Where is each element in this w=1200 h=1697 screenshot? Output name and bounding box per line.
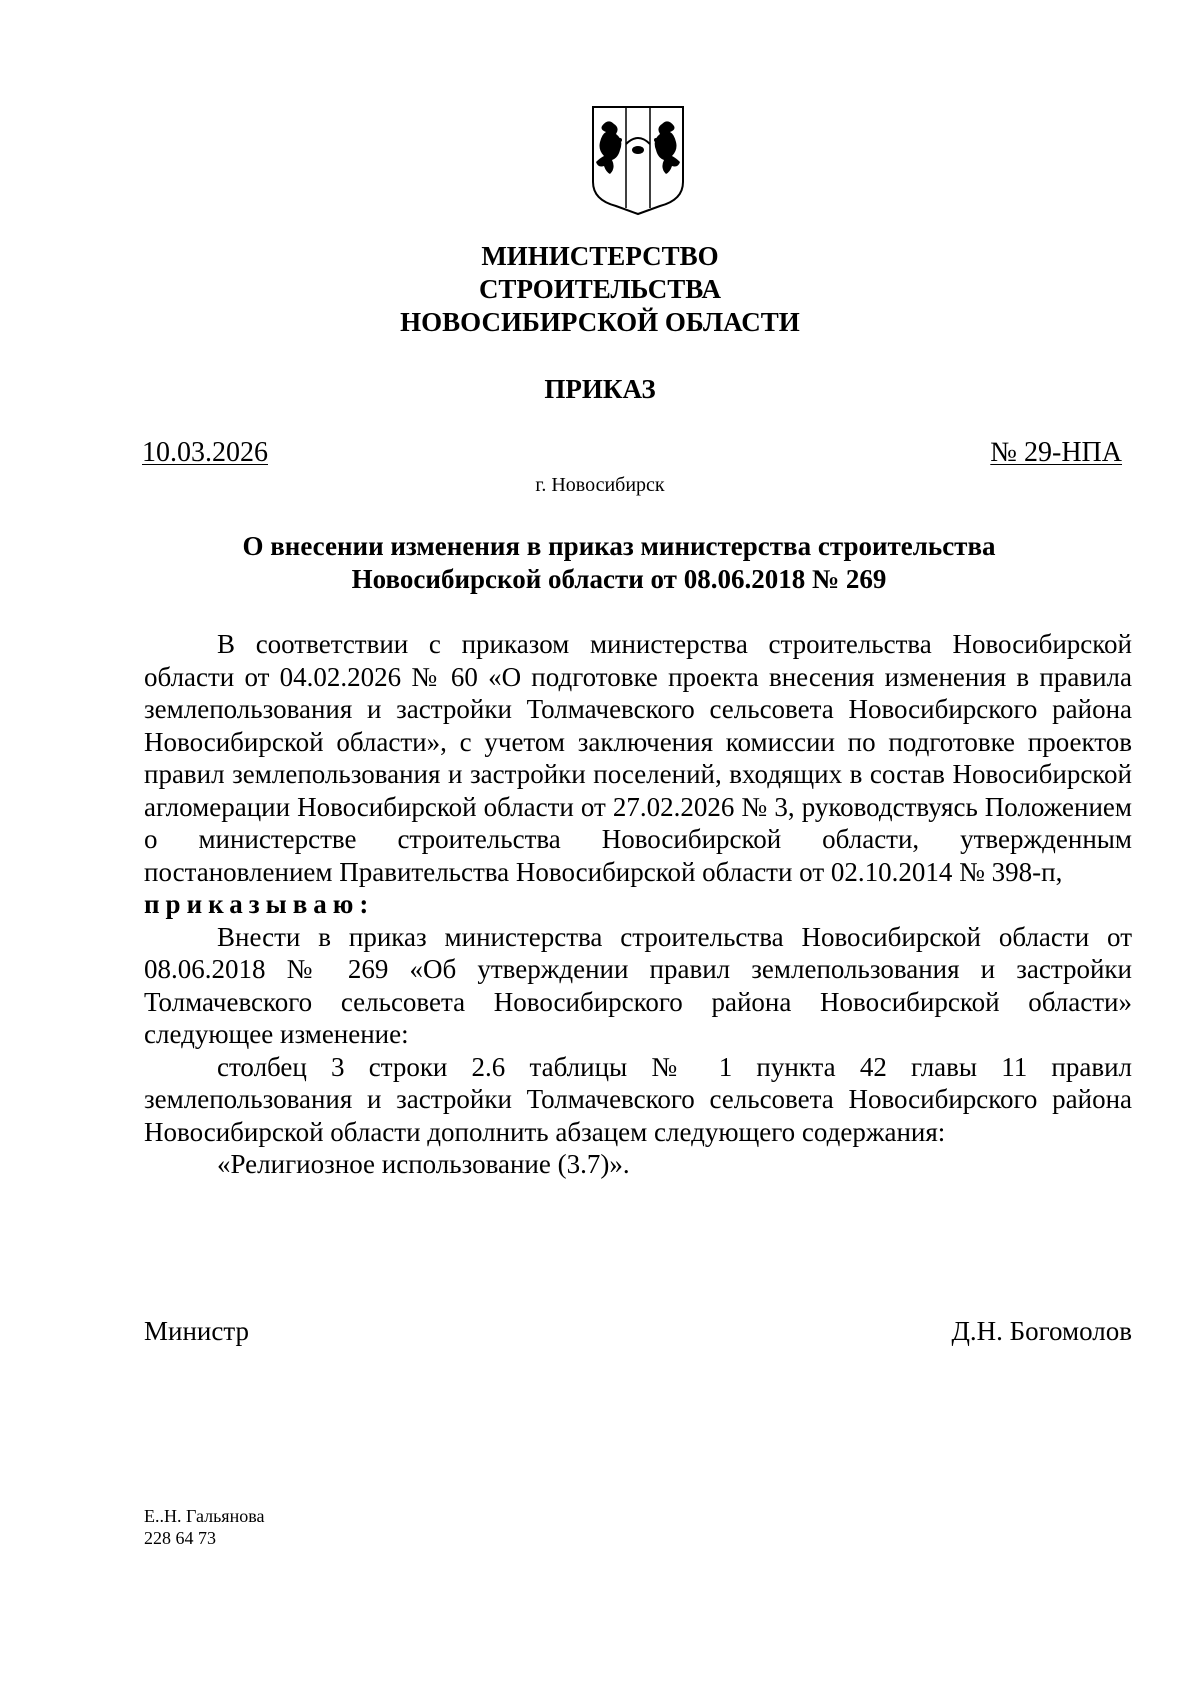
- order-declaration: приказываю:: [144, 889, 375, 919]
- document-number: № 29-НПА: [990, 437, 1122, 468]
- body-paragraph-3: «Религиозное использование (3.7)».: [217, 1149, 630, 1179]
- signatory-role: Министр: [144, 1316, 249, 1346]
- executor-phone: 228 64 73: [144, 1528, 216, 1548]
- ministry-title-line1: МИНИСТЕРСТВО: [481, 241, 719, 271]
- ministry-title-line3: НОВОСИБИРСКОЙ ОБЛАСТИ: [400, 307, 800, 337]
- executor-name: Е..Н. Гальянова: [144, 1506, 265, 1526]
- ministry-title-line2: СТРОИТЕЛЬСТВА: [478, 274, 722, 304]
- subject-line1: О внесении изменения в приказ министерства строительства: [242, 531, 996, 561]
- document-subject: [200, 530, 1038, 596]
- document-type-heading: ПРИКАЗ: [544, 374, 656, 404]
- subject-line2: Новосибирской области от 08.06.2018 № 269: [351, 564, 887, 594]
- document-body: [144, 628, 1132, 1181]
- document-city: г. Новосибирск: [535, 474, 665, 496]
- preamble-paragraph: В соответствии с приказом министерства строительства Новосибирской области от 04.02.2026 № 60 «О подготовке проекта внесения изменения в правила землепользования и застройки Толмачевского сельсовета Новосибирского района Новосибирской области», с учетом заключения комиссии по подготовке проектов правил землепользования и застройки поселений, входящих в состав Новосибирской агломерации Новосибирской области от 27.02.2026 № 3, руководствуясь Положением о министерстве строительства Новосибирской области, утвержденным постановлением Правительства Новосибирской области от 02.10.2014 № 398-п,: [144, 629, 1132, 887]
- executor-info: [144, 1505, 264, 1549]
- body-paragraph-2: столбец 3 строки 2.6 таблицы № 1 пункта 42 главы 11 правил землепользования и застройки Толмачевского сельсовета Новосибирского района Новосибирской области дополнить абзацем следующего содержания:: [144, 1051, 1132, 1147]
- novosibirsk-coat-of-arms-icon: [590, 104, 686, 216]
- body-paragraph-1: Внести в приказ министерства строительства Новосибирской области от 08.06.2018 № 269 «Об утверждении правил землепользования и застройки Толмачевского сельсовета Новосибирского района Новосибирской области» следующее изменение:: [144, 921, 1132, 1049]
- document-date: 10.03.2026: [142, 437, 268, 468]
- signatory-name: Д.Н. Богомолов: [951, 1316, 1132, 1346]
